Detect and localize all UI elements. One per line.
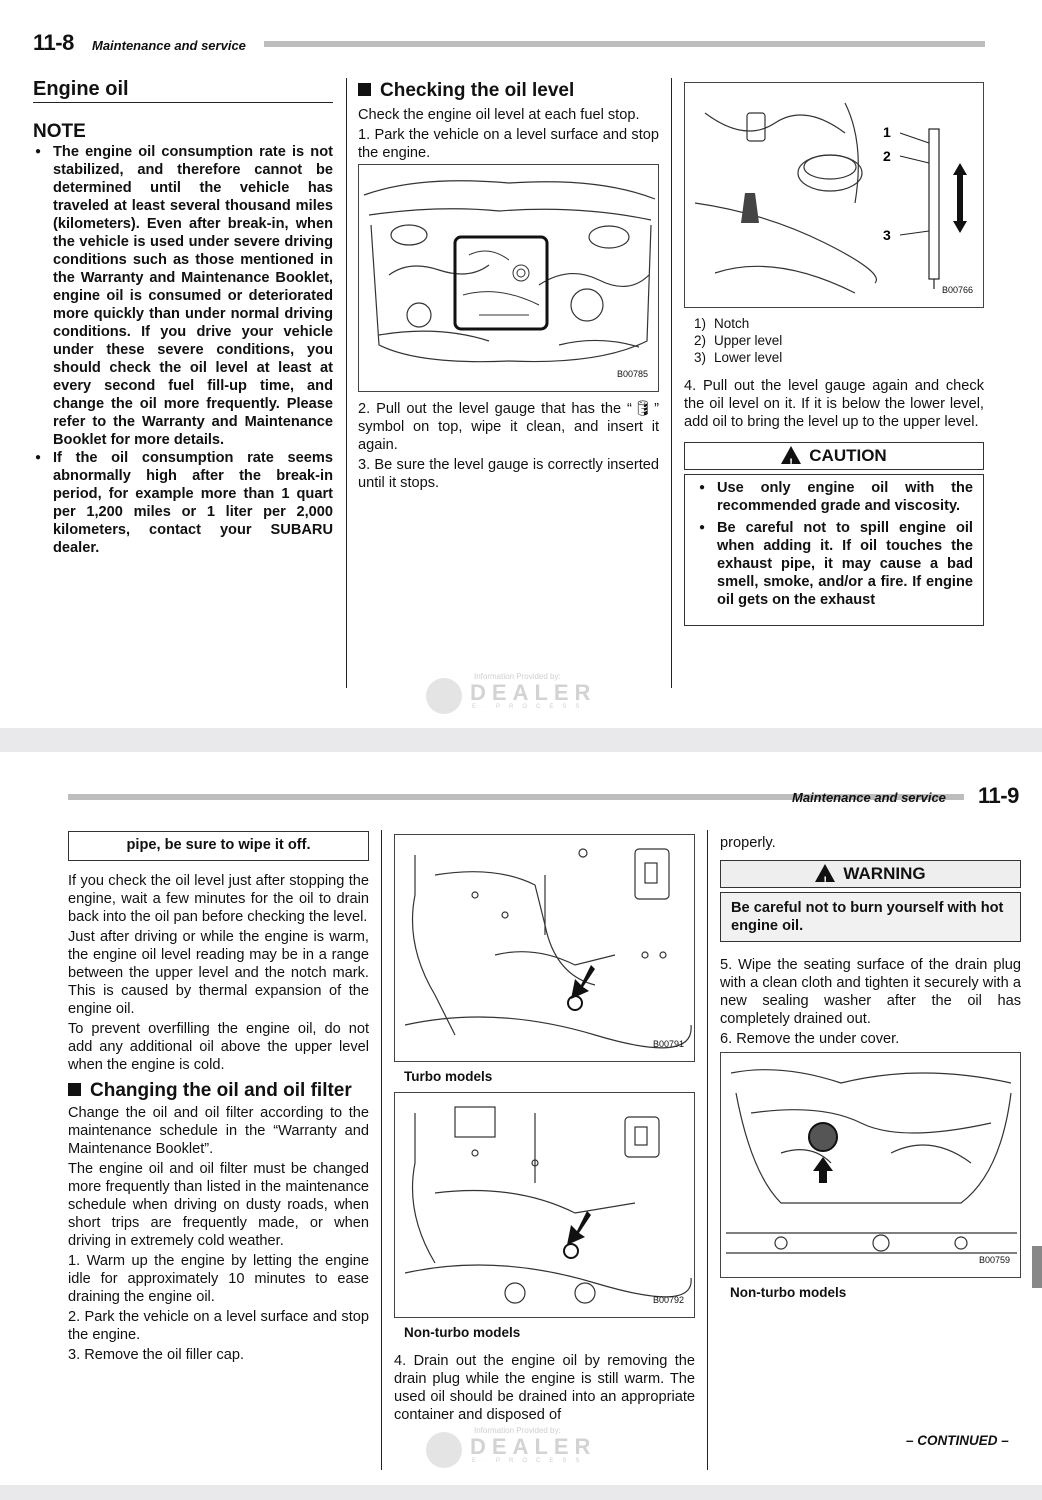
caution-list: [697, 479, 973, 609]
watermark-subbrand: E·PROCESS: [472, 704, 589, 710]
under-cover-figure: [720, 1052, 1021, 1278]
page-number: 11-9: [978, 783, 1019, 808]
note-bullet: ● The engine oil consumption rate is not stabilized, and therefore cannot be determined until the vehicle has traveled at least several thousand miles (kilometers). Even after break-in, when the vehicle is used under severe driving conditions such as those mentioned in the Warranty and Maintenance Booklet, engine oil is consumed or deteriorated more quickly than under normal driving conditions. If you drive your vehicle under these severe conditions, you should check the oil level at least at every second fuel fill-up time, and change the oil more frequently. Please refer to the Warranty and Maintenance Booklet for more details.: [33, 143, 333, 449]
manual-page-11-9: [0, 752, 1042, 1485]
figure-caption: Non-turbo models: [730, 1285, 847, 1300]
paragraph: The engine oil and oil filter must be changed more frequently than listed in the maintenance schedule when driving on dusty roads, when short trips are frequently made, or when driving in extremely cold weather.: [68, 1161, 369, 1249]
legend-text: Upper level: [714, 333, 783, 348]
running-header: Maintenance and service: [792, 790, 946, 805]
step: 3. Remove the oil filler cap.: [68, 1347, 245, 1363]
watermark-logo-icon: [426, 1432, 462, 1468]
legend-text: Lower level: [714, 350, 783, 365]
square-bullet-icon: [68, 1083, 81, 1096]
watermark-brand: DEALER: [470, 680, 597, 705]
column-2: [394, 834, 695, 1424]
subsection-heading-text: Changing the oil and oil filter: [90, 1080, 352, 1101]
paragraph: To prevent overfilling the engine oil, do not add any additional oil above the upper level when the engine is cold.: [68, 1021, 369, 1073]
paragraph: properly.: [720, 835, 776, 851]
turbo-underside-illustration: [395, 835, 695, 1062]
legend-item: [684, 332, 984, 349]
figure-code: B00792: [652, 1295, 684, 1305]
step: 5. Wipe the seating surface of the drain plug with a clean cloth and tighten it securely with a new sealing washer after the oil has completely drained out.: [720, 957, 1021, 1027]
callout-1: 1: [883, 124, 891, 140]
section-heading: Engine oil: [33, 78, 129, 100]
callout-2: 2: [883, 148, 891, 164]
caution-continued-box: pipe, be sure to wipe it off.: [68, 831, 369, 861]
page-number: 11-8: [33, 30, 74, 55]
dealer-watermark: [422, 672, 622, 722]
warning-title: WARNING: [843, 864, 926, 883]
legend-item: [684, 349, 984, 366]
step: 1. Park the vehicle on a level surface and stop the engine.: [358, 127, 659, 161]
figure-caption: Turbo models: [404, 1069, 493, 1084]
warning-header: [720, 860, 1021, 888]
column-2: [358, 80, 659, 492]
caution-title: CAUTION: [809, 446, 887, 465]
figure-code: B00759: [978, 1255, 1010, 1265]
figure-code: B00766: [941, 285, 973, 295]
figure-code: B00785: [616, 369, 648, 379]
step: 4. Drain out the engine oil by removing the drain plug while the engine is still warm. The used oil should be drained into an appropriate container and disposed of: [394, 1353, 695, 1423]
continued-label: – CONTINUED –: [906, 1433, 1009, 1448]
legend-number: 2): [693, 333, 706, 348]
watermark-logo-icon: [426, 678, 462, 714]
figure-caption: Non-turbo models: [404, 1325, 521, 1340]
non-turbo-drain-figure: [394, 1092, 695, 1318]
paragraph: Just after driving or while the engine is warm, the engine oil level reading may be in a range between the upper level and the notch mark. This is caused by thermal expansion of the engine oil.: [68, 929, 369, 1017]
square-bullet-icon: [358, 83, 371, 96]
step: 3. Be sure the level gauge is correctly inserted until it stops.: [358, 457, 659, 491]
legend-text: Notch: [714, 316, 750, 331]
non-turbo-underside-illustration: [395, 1093, 695, 1318]
paragraph: Change the oil and oil filter according to the maintenance schedule in the “Warranty and Maintenance Booklet”.: [68, 1105, 369, 1157]
scroll-thumb[interactable]: [1032, 1246, 1042, 1288]
watermark-brand: DEALER: [470, 1434, 597, 1459]
legend-item: [684, 315, 984, 332]
watermark-subbrand: E·PROCESS: [472, 1458, 589, 1464]
note-list: [33, 143, 333, 557]
caution-box: [684, 474, 984, 626]
caution-header: [684, 442, 984, 470]
manual-page-11-8: [0, 0, 1042, 728]
callout-3: 3: [883, 227, 891, 243]
turbo-drain-figure: [394, 834, 695, 1062]
engine-bay-illustration: [359, 165, 659, 392]
level-gauge-illustration: [685, 83, 984, 308]
note-bullet: ● If the oil consumption rate seems abnormally high after the break-in period, for example more than 1 quart per 1,200 miles or 1 liter per 2,000 kilometers, contact your SUBARU dealer.: [33, 449, 333, 557]
legend-number: 1): [693, 316, 706, 331]
column-divider: [707, 830, 708, 1470]
column-divider: [671, 78, 672, 688]
note-title: NOTE: [33, 121, 86, 142]
dealer-watermark: [422, 1426, 622, 1476]
warning-triangle-icon: !: [815, 864, 835, 882]
figure-code: B00791: [652, 1039, 684, 1049]
warning-box: Be careful not to burn yourself with hot engine oil.: [720, 892, 1021, 942]
caution-bullet: ● Use only engine oil with the recommended grade and viscosity.: [697, 479, 973, 515]
paragraph: Check the engine oil level at each fuel stop.: [358, 107, 640, 123]
step: 1. Warm up the engine by letting the engine idle for approximately 10 minutes to ease draining the engine oil.: [68, 1253, 369, 1305]
column-3: [684, 82, 984, 626]
step: 2. Pull out the level gauge that has the “🛢” symbol on top, wipe it clean, and insert it again.: [358, 401, 659, 453]
step: 4. Pull out the level gauge again and check the oil level on it. If it is below the lower level, add oil to bring the level up to the upper level.: [684, 378, 984, 430]
step: 2. Park the vehicle on a level surface and stop the engine.: [68, 1309, 369, 1343]
paragraph: If you check the oil level just after stopping the engine, wait a few minutes for the oil to drain back into the oil pan before checking the level.: [68, 873, 369, 925]
column-1: [33, 80, 333, 557]
engine-bay-figure: [358, 164, 659, 392]
level-gauge-figure: [684, 82, 984, 308]
column-divider: [381, 830, 382, 1470]
subsection-heading-text: Checking the oil level: [380, 80, 575, 101]
heading-rule: [33, 102, 333, 103]
watermark-caption: Information Provided by:: [474, 1426, 561, 1435]
caution-bullet: ● Be careful not to spill engine oil when adding it. If oil touches the exhaust pipe, it may cause a bad smell, smoke, and/or a fire. If engine oil gets on the exhaust: [697, 519, 973, 609]
subsection-heading: [358, 80, 659, 102]
warning-triangle-icon: !: [781, 446, 801, 464]
header-rule: [264, 41, 985, 47]
under-cover-illustration: [721, 1053, 1021, 1278]
figure-legend: [684, 315, 984, 366]
legend-number: 3): [693, 350, 706, 365]
column-1: [68, 831, 369, 1364]
column-3: [720, 834, 1021, 1302]
column-divider: [346, 78, 347, 688]
step: 6. Remove the under cover.: [720, 1031, 900, 1047]
subsection-heading: [68, 1080, 369, 1102]
running-header: Maintenance and service: [92, 38, 246, 53]
watermark-caption: Information Provided by:: [474, 672, 561, 681]
